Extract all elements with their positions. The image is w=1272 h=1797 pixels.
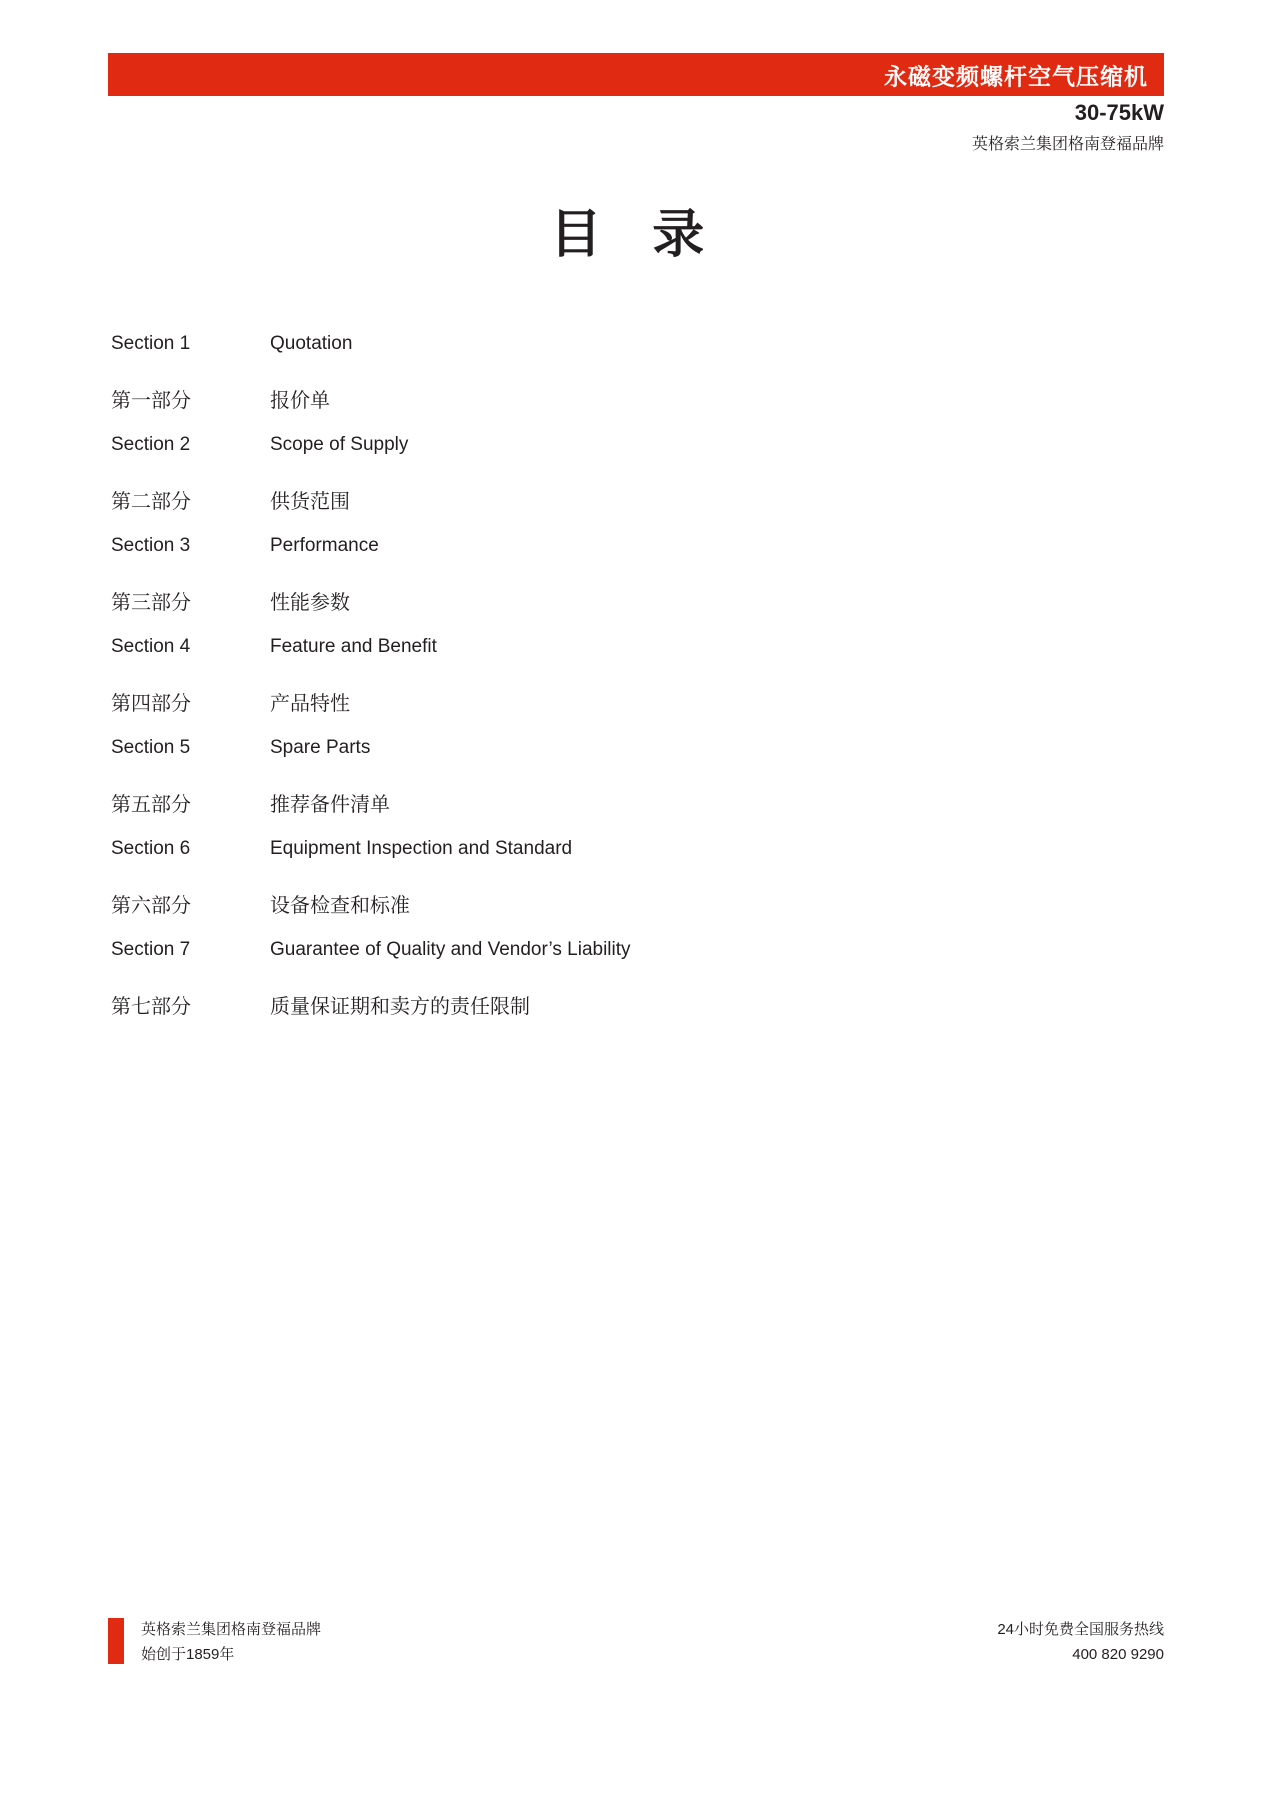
toc-section-label: 第七部分 [111,995,191,1018]
footer-accent-bar [108,1618,124,1664]
footer-left [141,1617,321,1667]
toc-row [111,485,1111,536]
toc-row [111,838,1111,889]
table-of-contents [111,333,1111,1040]
toc-section-label: Section 4 [111,636,191,657]
toc-section-title: Spare Parts [270,737,371,758]
toc-section-label: Section 7 [111,939,191,960]
toc-section-label: 第一部分 [111,389,191,412]
toc-section-title: 推荐备件清单 [270,793,390,816]
toc-row [111,939,1111,990]
toc-row [111,788,1111,839]
toc-row [111,333,1111,384]
toc-row [111,990,1111,1041]
header-bar [108,53,1164,96]
toc-section-label: Section 3 [111,535,191,556]
toc-section-title: Equipment Inspection and Standard [270,838,573,859]
toc-section-label: Section 1 [111,333,191,354]
toc-section-label: 第六部分 [111,894,191,917]
toc-section-title: 性能参数 [270,591,350,614]
toc-row [111,535,1111,586]
header-title: 永磁变频螺杆空气压缩机 [884,63,1148,89]
toc-section-title: Quotation [270,333,353,354]
toc-section-title: 设备检查和标准 [270,894,410,917]
footer-brand-line: 英格索兰集团格南登福品牌 [141,1621,322,1638]
toc-section-label: Section 6 [111,838,191,859]
footer-hotline-label: 24小时免费全国服务热线 [997,1621,1164,1638]
toc-row [111,687,1111,738]
toc-section-label: 第五部分 [111,793,191,816]
toc-section-title: Scope of Supply [270,434,409,455]
toc-row [111,889,1111,940]
toc-section-title: Guarantee of Quality and Vendor’s Liability [270,939,631,960]
toc-section-label: Section 2 [111,434,191,455]
toc-row [111,636,1111,687]
toc-section-title: Feature and Benefit [270,636,437,657]
toc-row [111,737,1111,788]
toc-section-title: 报价单 [270,389,330,412]
toc-row [111,384,1111,435]
toc-section-title: Performance [270,535,379,556]
toc-section-title: 供货范围 [270,490,350,513]
toc-section-label: 第二部分 [111,490,191,513]
footer-hotline-number: 400 820 9290 [1072,1646,1164,1663]
toc-section-label: 第三部分 [111,591,191,614]
toc-section-title: 产品特性 [270,692,350,715]
header-brand: 英格索兰集团格南登福品牌 [971,136,1164,153]
footer-right [997,1617,1164,1667]
toc-row [111,586,1111,637]
toc-row [111,434,1111,485]
toc-section-label: Section 5 [111,737,191,758]
footer-founded-line: 始创于1859年 [141,1646,235,1663]
toc-section-title: 质量保证期和卖方的责任限制 [270,995,530,1018]
page-title: 目 录 [549,206,723,264]
toc-section-label: 第四部分 [111,692,191,715]
header-model: 30-75kW [1074,100,1164,125]
